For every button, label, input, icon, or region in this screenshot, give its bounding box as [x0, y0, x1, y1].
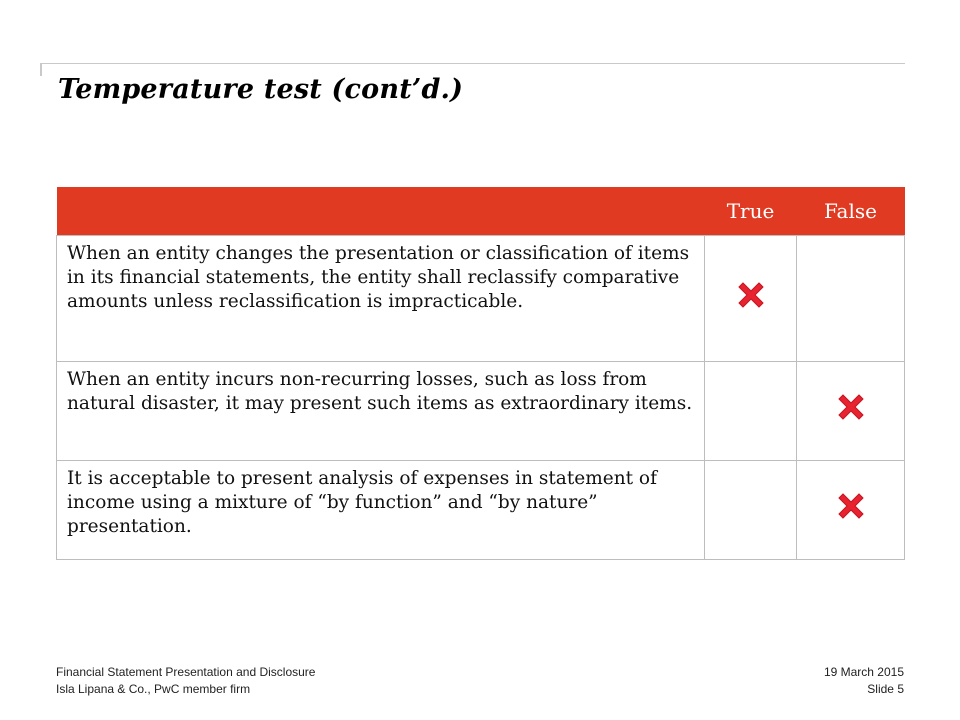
table-row [57, 361, 905, 460]
true-cell [705, 460, 797, 559]
statement-cell: When an entity changes the presentation or classification of items in its financial statements, the entity shall reclassify comparative amounts unless reclassification is impracticable. [57, 235, 705, 361]
statement-cell: When an entity incurs non-recurring losses, such as loss from natural disaster, it may present such items as extraordinary items. [57, 361, 705, 460]
header-statement [57, 187, 705, 235]
header-rule [40, 63, 905, 64]
header-rule-tick [40, 63, 42, 76]
false-cell [797, 235, 905, 361]
true-false-table [56, 187, 905, 560]
header-true: True [705, 187, 797, 235]
footer-date: 19 March 2015 [823, 665, 904, 679]
footer-presentation-title: Financial Statement Presentation and Disclosure [56, 665, 316, 679]
true-cell [705, 235, 797, 361]
table-row [57, 460, 905, 559]
true-cell [705, 361, 797, 460]
table-header-row [57, 187, 905, 235]
footer-right [824, 664, 904, 698]
x-mark-icon [834, 489, 868, 523]
false-cell [797, 361, 905, 460]
header-false: False [797, 187, 905, 235]
table-row [57, 235, 905, 361]
statement-cell: It is acceptable to present analysis of expenses in statement of income using a mixture of “by function” and “by nature” presentation. [57, 460, 705, 559]
x-mark-icon [834, 390, 868, 424]
x-mark-icon [734, 278, 768, 312]
footer-left [56, 664, 315, 698]
footer-firm-name: Isla Lipana & Co., PwC member firm [56, 682, 251, 696]
page-title: Temperature test (cont’d.) [58, 74, 464, 105]
footer-slide-number: Slide 5 [867, 682, 904, 696]
false-cell [797, 460, 905, 559]
